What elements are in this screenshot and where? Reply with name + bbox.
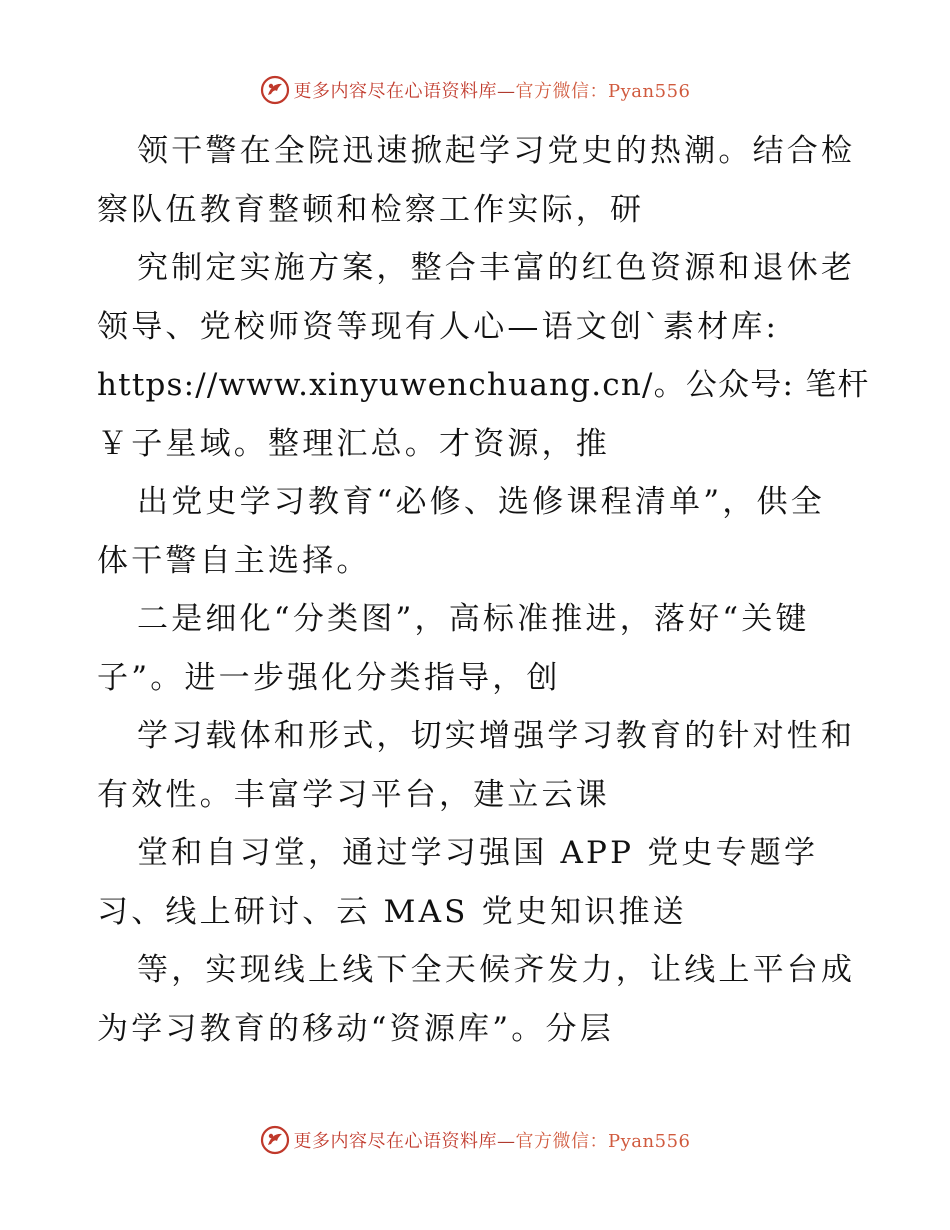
text-line: 出党史学习教育“必修、选修课程清单”，供全 [137,484,825,520]
banner-title: 更多内容尽在心语资料库 [293,1131,498,1152]
banner-text [294,1127,691,1153]
header-banner [0,72,950,108]
text-line: 学习载体和形式，切实增强学习教育的针对性和 [137,718,856,754]
footer-banner [0,1122,950,1158]
text-line: 有效性。丰富学习平台，建立云课 [97,776,610,813]
text-line: 究制定实施方案，整合丰富的红色资源和退休老 [137,250,856,286]
brand-logo-icon [260,1125,290,1155]
text-line: 体干警自主选择。 [97,542,371,579]
text-line: 领导、党校师资等现有人心—语文创`素材库: [97,308,780,345]
banner-wechat: 官方微信：Pyan556 [515,1131,691,1152]
brand-logo-icon [260,75,290,105]
text-line: 习、线上研讨、云 MAS 党史知识推送 [97,893,687,930]
banner-wechat: 官方微信：Pyan556 [515,81,691,102]
banner-text [294,77,691,103]
text-line: 为学习教育的移动“资源库”。分层 [97,1010,614,1047]
text-line: 子”。进一步强化分类指导，创 [97,659,561,696]
banner-title: 更多内容尽在心语资料库 [293,81,498,102]
banner-separator: — [497,81,516,102]
text-line: 堂和自习堂，通过学习强国 APP 党史专题学 [137,835,819,871]
text-line: https://www.xinyuwenchuang.cn/。公众号: 笔杆 [97,367,870,403]
banner-separator: — [497,1131,516,1152]
text-line: 领干警在全院迅速掀起学习党史的热潮。结合检 [137,133,856,169]
text-line: 察队伍教育整顿和检察工作实际，研 [97,191,645,228]
text-line: 等，实现线上线下全天候齐发力，让线上平台成 [137,952,856,988]
text-line: 二是细化“分类图”，高标准推进，落好“关键 [137,601,810,637]
text-line: ￥子星域。整理汇总。才资源，推 [97,425,610,462]
document-body [97,122,870,1058]
